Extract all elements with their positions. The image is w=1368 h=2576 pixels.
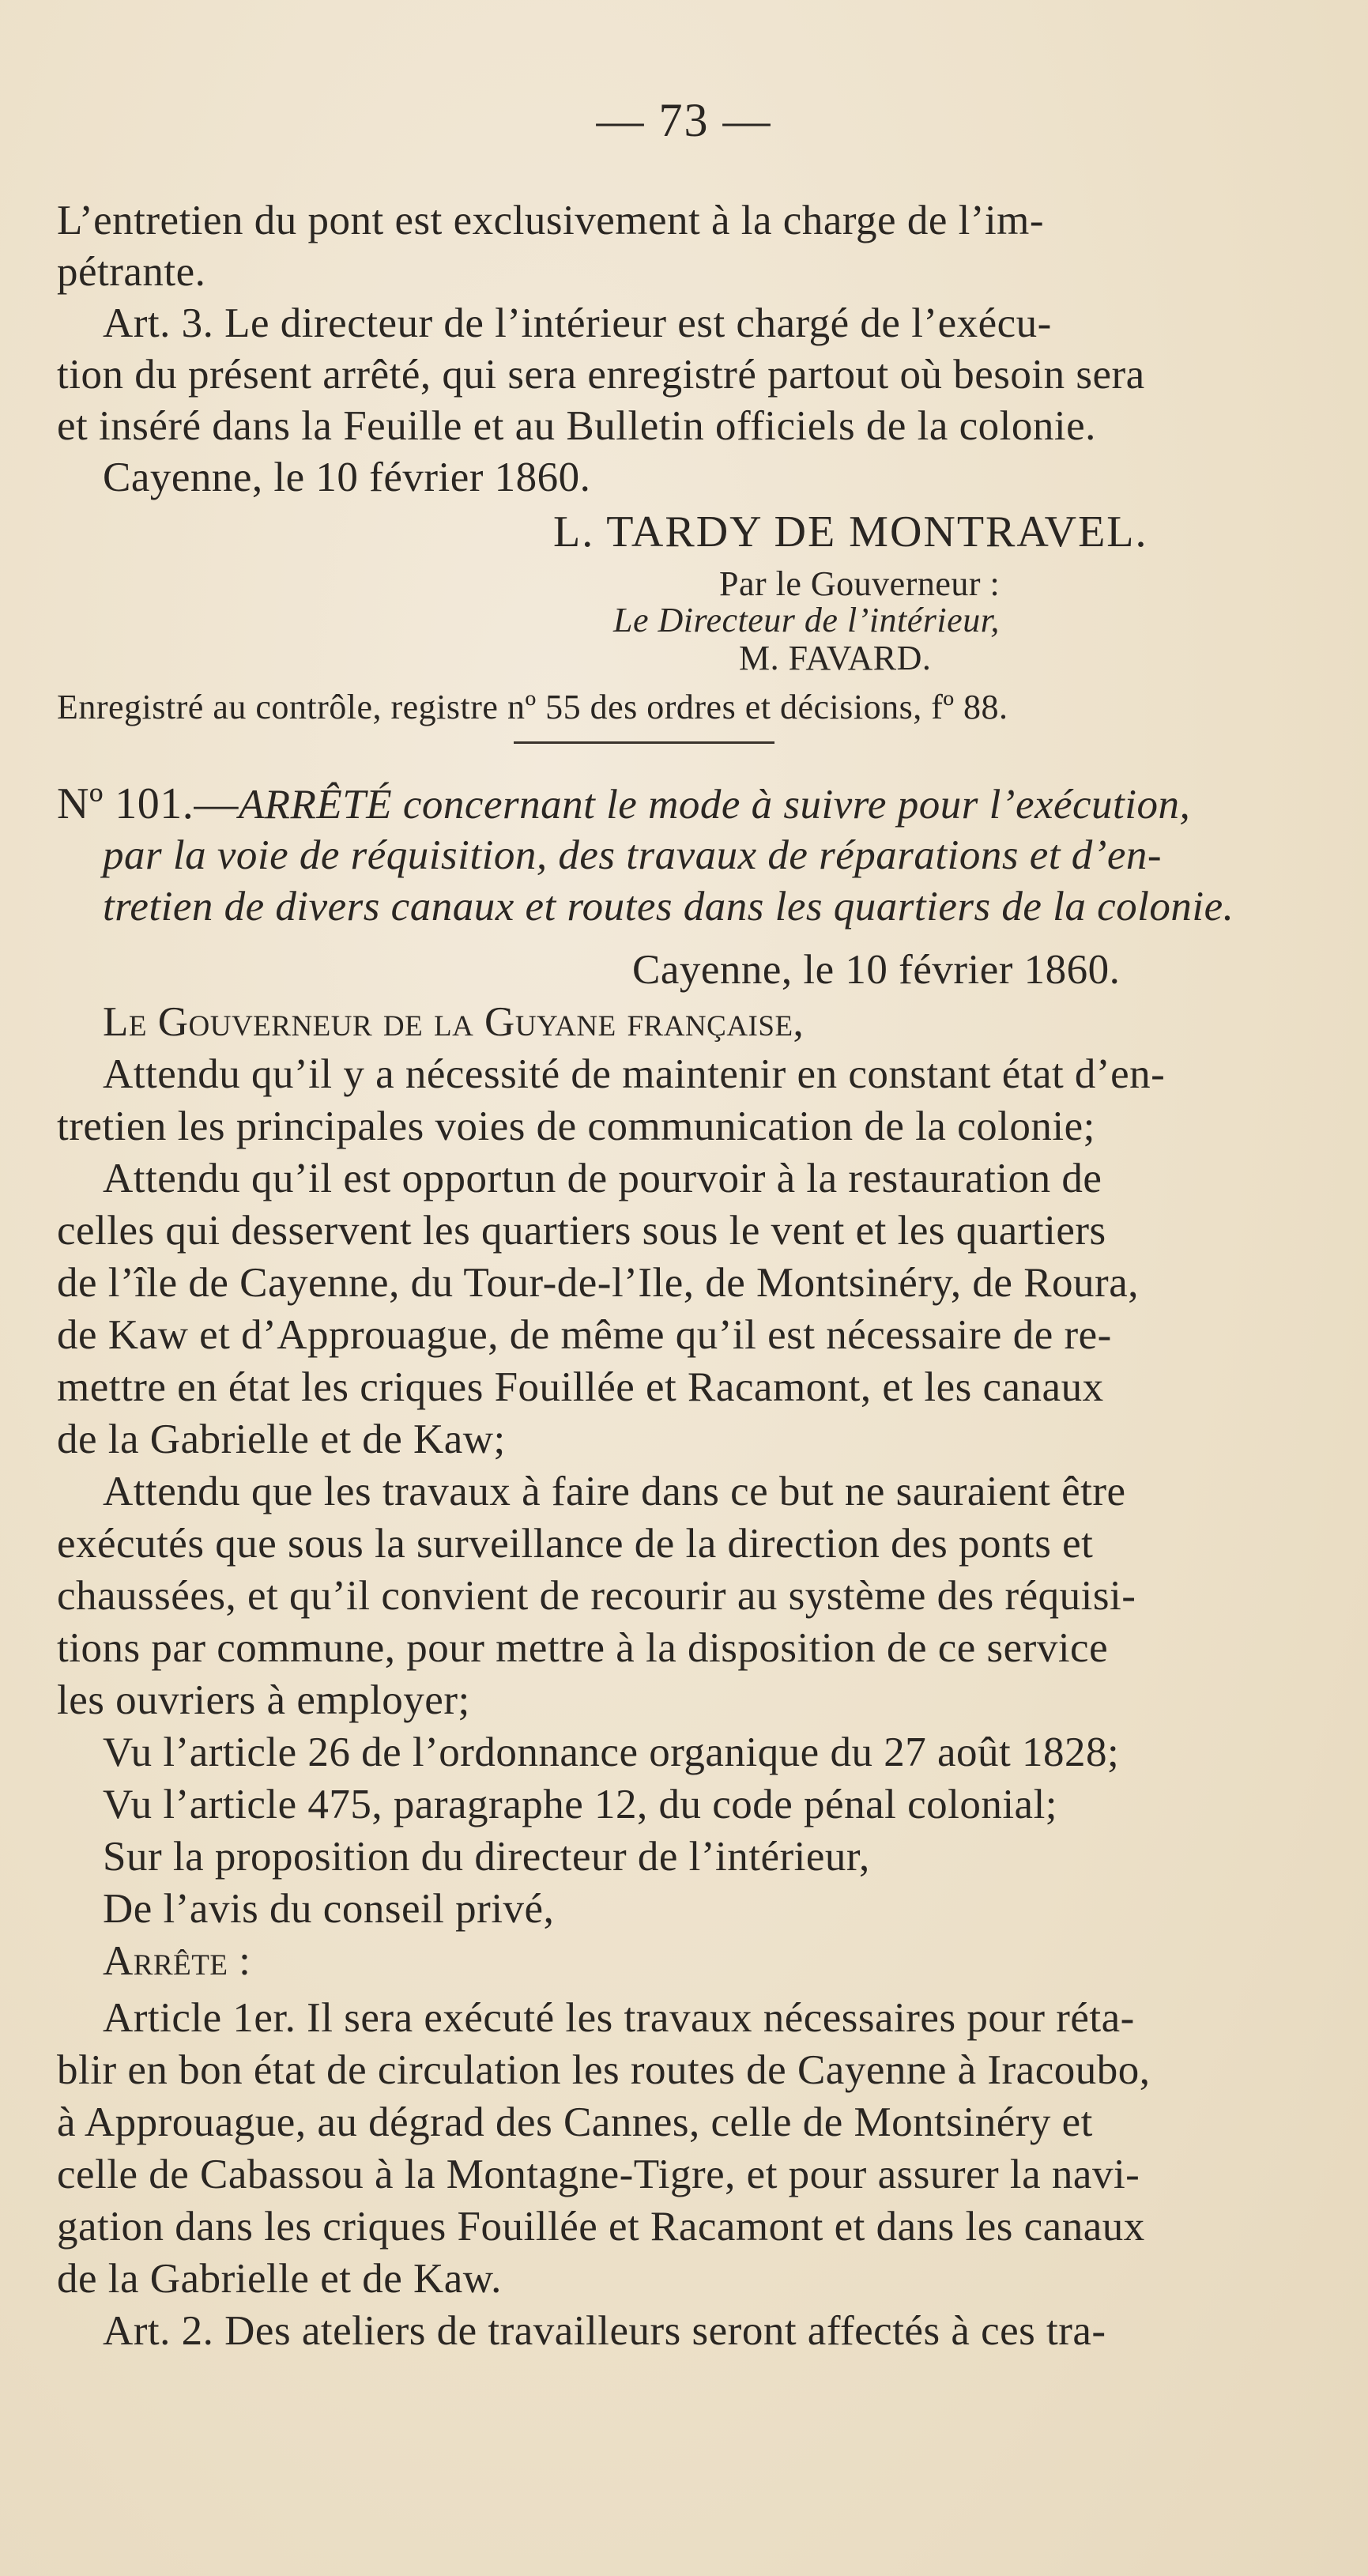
text-line: tions par commune, pour mettre à la disposition de ce service bbox=[57, 1625, 1109, 1671]
text-line: et inséré dans la Feuille et au Bulletin officiels de la colonie. bbox=[57, 403, 1096, 449]
text-line: Art. 3. Le directeur de l’intérieur est chargé de l’exécu- bbox=[103, 300, 1052, 346]
decree-title-2: par la voie de réquisition, des travaux de réparations et d’en- bbox=[103, 832, 1163, 878]
text-line: Attendu que les travaux à faire dans ce but ne sauraient être bbox=[103, 1469, 1126, 1514]
decree-title-1: ARRÊTÉ concernant le mode à suivre pour l’exécution, bbox=[238, 782, 1191, 828]
signature-par: Par le Gouverneur : bbox=[719, 564, 1001, 603]
signature-director: Le Directeur de l’intérieur, bbox=[613, 601, 1000, 639]
arrete-heading: Arrête : bbox=[103, 1938, 251, 1984]
text-line: à Approuague, au dégrad des Cannes, celle de Montsinéry et bbox=[57, 2099, 1093, 2145]
text-line: tretien les principales voies de communication de la colonie; bbox=[57, 1103, 1095, 1149]
decree-dash: — bbox=[194, 779, 239, 828]
text-line: les ouvriers à employer; bbox=[57, 1677, 470, 1723]
text-line: exécutés que sous la surveillance de la direction des ponts et bbox=[57, 1521, 1094, 1567]
text-line: pétrante. bbox=[57, 249, 206, 295]
decree-number: Nº 101. bbox=[57, 779, 194, 828]
section-divider bbox=[514, 741, 774, 744]
text-line: Art. 2. Des ateliers de travailleurs seront affectés à ces tra- bbox=[103, 2308, 1106, 2354]
text-line: gation dans les criques Fouillée et Racamont et dans les canaux bbox=[57, 2204, 1145, 2250]
text-line: Vu l’article 475, paragraphe 12, du code pénal colonial; bbox=[103, 1782, 1058, 1827]
signature-name: L. TARDY DE MONTRAVEL. bbox=[553, 507, 1148, 556]
text-line: de la Gabrielle et de Kaw. bbox=[57, 2256, 502, 2302]
date-line: Cayenne, le 10 février 1860. bbox=[103, 454, 591, 500]
text-line: celles qui desservent les quartiers sous le vent et les quartiers bbox=[57, 1208, 1106, 1254]
decree-title-3: tretien de divers canaux et routes dans les quartiers de la colonie. bbox=[103, 884, 1234, 930]
text-line: Vu l’article 26 de l’ordonnance organique du 27 août 1828; bbox=[103, 1729, 1120, 1775]
page-number: — 73 — bbox=[596, 94, 772, 146]
registration-note: Enregistré au contrôle, registre nº 55 des ordres et décisions, fº 88. bbox=[57, 688, 1008, 726]
text-line: Le Gouverneur de la Guyane française, bbox=[103, 999, 805, 1045]
text-line: Attendu qu’il y a nécessité de maintenir en constant état d’en- bbox=[103, 1051, 1166, 1097]
text-line: mettre en état les criques Fouillée et Racamont, et les canaux bbox=[57, 1364, 1104, 1410]
text-line: Attendu qu’il est opportun de pourvoir à la restauration de bbox=[103, 1156, 1102, 1201]
text-line: tion du présent arrêté, qui sera enregistré partout où besoin sera bbox=[57, 352, 1145, 398]
decree-heading bbox=[0, 778, 1368, 831]
text-line: De l’avis du conseil privé, bbox=[103, 1886, 555, 1932]
text-line: L’entretien du pont est exclusivement à la charge de l’im- bbox=[57, 198, 1045, 243]
text-line: Article 1er. Il sera exécuté les travaux nécessaires pour réta- bbox=[103, 1995, 1135, 2041]
text-line: blir en bon état de circulation les routes de Cayenne à Iracoubo, bbox=[57, 2047, 1151, 2093]
text-line: de l’île de Cayenne, du Tour-de-l’Ile, de Montsinéry, de Roura, bbox=[57, 1260, 1139, 1306]
text-line: Sur la proposition du directeur de l’intérieur, bbox=[103, 1834, 870, 1880]
text-line: celle de Cabassou à la Montagne-Tigre, et pour assurer la navi- bbox=[57, 2152, 1140, 2197]
decree-date: Cayenne, le 10 février 1860. bbox=[632, 947, 1121, 993]
signature-director-name: M. FAVARD. bbox=[739, 639, 932, 677]
text-line: de Kaw et d’Approuague, de même qu’il est nécessaire de re- bbox=[57, 1312, 1112, 1358]
text-line: chaussées, et qu’il convient de recourir au système des réquisi- bbox=[57, 1573, 1136, 1619]
text-line: de la Gabrielle et de Kaw; bbox=[57, 1416, 506, 1462]
